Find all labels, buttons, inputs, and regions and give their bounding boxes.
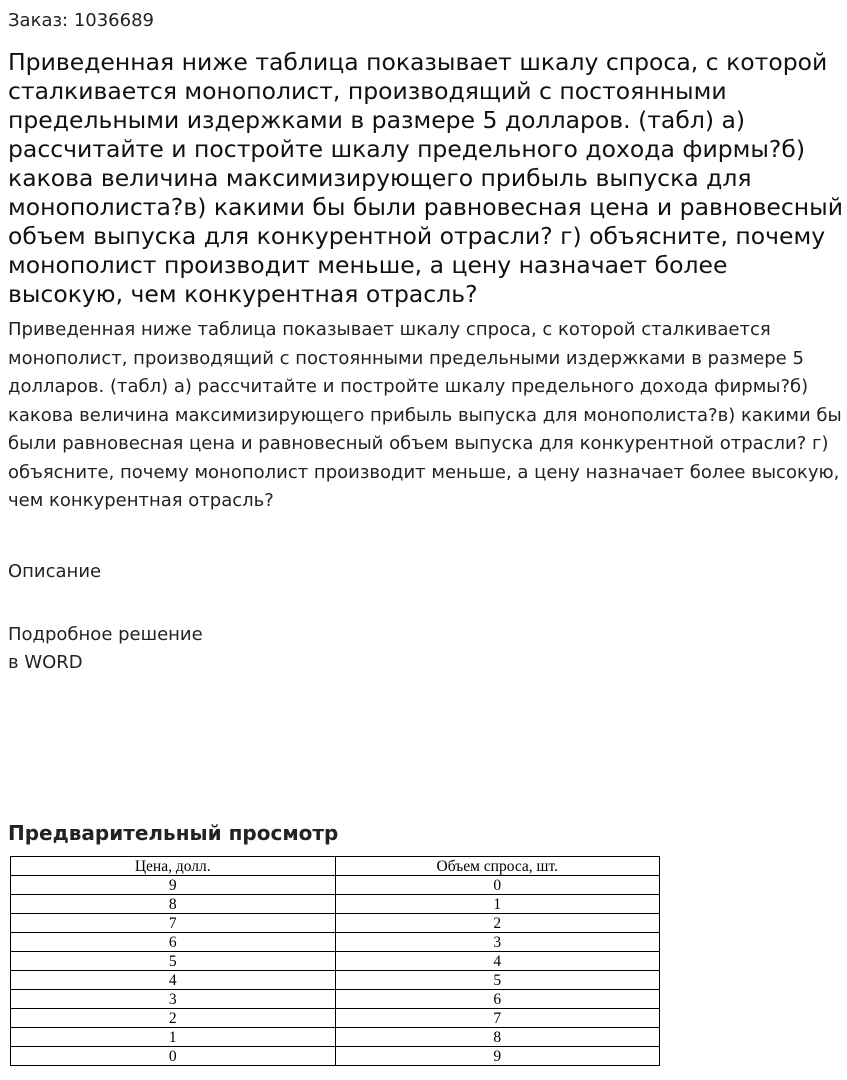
column-header-quantity: Объем спроса, шт. xyxy=(335,857,660,876)
table-row xyxy=(11,876,660,895)
table-row xyxy=(11,952,660,971)
quantity-cell: 9 xyxy=(335,1047,660,1066)
table-row xyxy=(11,933,660,952)
quantity-cell: 8 xyxy=(335,1028,660,1047)
quantity-cell: 1 xyxy=(335,895,660,914)
table-row xyxy=(11,895,660,914)
table-row xyxy=(11,1028,660,1047)
description-label: Описание xyxy=(8,561,102,582)
price-cell: 0 xyxy=(11,1047,336,1066)
price-cell: 5 xyxy=(11,952,336,971)
solution-note-line: в WORD xyxy=(8,652,83,673)
price-cell: 6 xyxy=(11,933,336,952)
column-header-price: Цена, долл. xyxy=(11,857,336,876)
quantity-cell: 6 xyxy=(335,990,660,1009)
table-row xyxy=(11,971,660,990)
table-header-row xyxy=(11,857,660,876)
quantity-cell: 3 xyxy=(335,933,660,952)
price-cell: 1 xyxy=(11,1028,336,1047)
task-description: Приведенная ниже таблица показывает шкалу спроса, с которой сталкивается монополист, производящий с постоянными предельными издержками в размере 5 долларов. (табл) а) рассчитайте и постройте шкалу предельного дохода фирмы?б) какова величина максимизирующего прибыль выпуска для монополиста?в) какими бы были равновесная цена и равновесный объем выпуска для конкурентной отрасли? г) объясните, почему монополист производит меньше, а цену назначает более высокую, чем конкурентная отрасль? xyxy=(8,319,842,511)
quantity-cell: 5 xyxy=(335,971,660,990)
table-row xyxy=(11,1009,660,1028)
table-row xyxy=(11,990,660,1009)
quantity-cell: 4 xyxy=(335,952,660,971)
quantity-cell: 0 xyxy=(335,876,660,895)
order-number: Заказ: 1036689 xyxy=(8,10,154,31)
price-cell: 8 xyxy=(11,895,336,914)
price-cell: 3 xyxy=(11,990,336,1009)
preview-heading: Предварительный просмотр xyxy=(8,821,339,845)
table-row xyxy=(11,914,660,933)
table-row xyxy=(11,1047,660,1066)
quantity-cell: 7 xyxy=(335,1009,660,1028)
price-cell: 7 xyxy=(11,914,336,933)
demand-schedule-table xyxy=(10,856,660,1066)
price-cell: 2 xyxy=(11,1009,336,1028)
price-cell: 9 xyxy=(11,876,336,895)
price-cell: 4 xyxy=(11,971,336,990)
solution-note xyxy=(8,621,203,677)
solution-note-line: Подробное решение xyxy=(8,624,203,645)
task-title: Приведенная ниже таблица показывает шкалу спроса, с которой сталкивается монополист, производящий с постоянными предельными издержками в размере 5 долларов. (табл) а) рассчитайте и постройте шкалу предельного дохода фирмы?б) какова величина максимизирующего прибыль выпуска для монополиста?в) какими бы были равновесная цена и равновесный объем выпуска для конкурентной отрасли? г) объясните, почему монополист производит меньше, а цену назначает более высокую, чем конкурентная отрасль? xyxy=(8,48,843,308)
quantity-cell: 2 xyxy=(335,914,660,933)
